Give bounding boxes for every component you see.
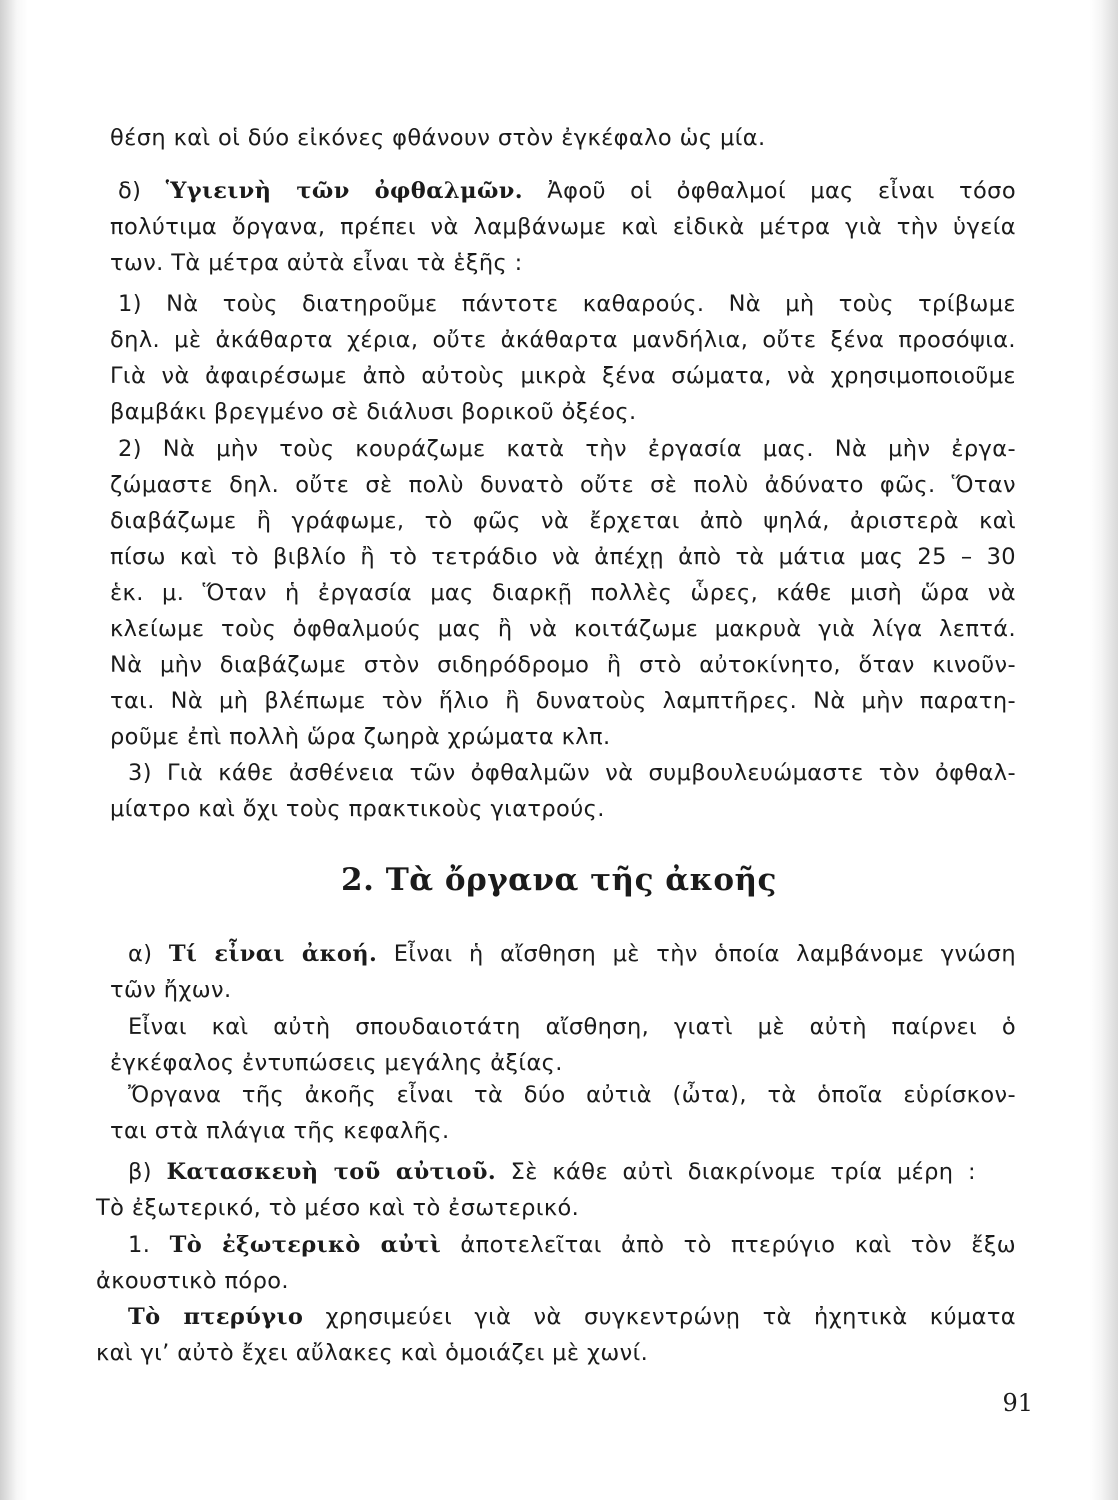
text-line: Τὸ ἐξωτερικό, τὸ μέσο καὶ τὸ ἐσωτερικό. [96,1195,580,1221]
text-span: Σὲ κάθε αὐτὶ διακρίνομε τρία μέρη : [510,1159,976,1185]
text-line: Εἶναι καὶ αὐτὴ σπουδαιοτάτη αἴσθηση, γιατὶ μὲ αὐτὴ παίρνει ὁ [128,1014,1016,1040]
inline-heading: Κατασκευὴ τοῦ αὐτιοῦ. [166,1159,497,1185]
text-line [118,176,1016,206]
text-line: θέση καὶ οἱ δύο εἰκόνες φθάνουν στὸν ἐγκέφαλο ὡς μία. [110,125,766,151]
text-line: ται. Νὰ μὴ βλέπωμε τὸν ἥλιο ἢ δυνατοὺς λαμπτῆρες. Νὰ μὴν παρατη- [110,688,1016,714]
item-number: 1. [128,1232,151,1258]
text-span: χρησιμεύει γιὰ νὰ συγκεντρώνῃ τὰ ἠχητικὰ κύματα [325,1304,1016,1330]
text-line: Γιὰ νὰ ἀφαιρέσωμε ἀπὸ αὐτοὺς μικρὰ ξένα σώματα, νὰ χρησιμοποιοῦμε [110,363,1016,389]
text-line: των. Τὰ μέτρα αὐτὰ εἶναι τὰ ἑξῆς : [110,250,523,276]
section-title: 2. Τὰ ὄργανα τῆς ἀκοῆς [341,862,777,898]
item-label: δ) [118,178,142,204]
item-label: β) [128,1159,152,1185]
text-line: διαβάζωμε ἢ γράφωμε, τὸ φῶς νὰ ἔρχεται ἀπὸ ψηλά, ἀριστερὰ καὶ [110,508,1016,534]
text-line: ροῦμε ἐπὶ πολλὴ ὥρα ζωηρὰ χρώματα κλπ. [110,724,611,750]
text-line: ται στὰ πλάγια τῆς κεφαλῆς. [110,1118,450,1144]
text-line: κλείωμε τοὺς ὀφθαλμούς μας ἢ νὰ κοιτάζωμε μακρυὰ γιὰ λίγα λεπτά. [110,616,1016,642]
text-line: ἐγκέφαλος ἐντυπώσεις μεγάλης ἀξίας. [110,1050,563,1076]
text-line: τῶν ἤχων. [110,977,232,1003]
text-line: Ὄργανα τῆς ἀκοῆς εἶναι τὰ δύο αὐτιὰ (ὦτα), τὰ ὁποῖα εὑρίσκον- [128,1082,1016,1108]
text-line: 1) Νὰ τοὺς διατηροῦμε πάντοτε καθαρούς. Νὰ μὴ τοὺς τρίβωμε [118,291,1016,317]
inline-heading: Τὸ ἐξωτερικὸ αὐτὶ [169,1232,442,1258]
text-line: βαμβάκι βρεγμένο σὲ διάλυσι βορικοῦ ὀξέος. [110,399,637,425]
text-line: ἀκουστικὸ πόρο. [96,1268,289,1294]
text-line: ζώμαστε δηλ. οὔτε σὲ πολὺ δυνατὸ οὔτε σὲ πολὺ ἀδύνατο φῶς. Ὅταν [110,472,1016,498]
item-label: α) [128,941,153,967]
text-span: ἀποτελεῖται ἀπὸ τὸ πτερύγιο καὶ τὸν ἔξω [460,1232,1017,1258]
text-line [128,1230,1016,1260]
text-span: Εἶναι ἡ αἴσθηση μὲ τὴν ὁποία λαμβάνομε γνώση [393,941,1016,967]
inline-heading: Ὑγιεινὴ τῶν ὀφθαλμῶν. [165,178,524,204]
text-line: 2) Νὰ μὴν τοὺς κουράζωμε κατὰ τὴν ἐργασία μας. Νὰ μὴν ἐργα- [118,436,1016,462]
text-line: πίσω καὶ τὸ βιβλίο ἢ τὸ τετράδιο νὰ ἀπέχῃ ἀπὸ τὰ μάτια μας 25 – 30 [110,544,1016,570]
text-line: ἑκ. μ. Ὅταν ἡ ἐργασία μας διαρκῇ πολλὲς ὧρες, κάθε μισὴ ὥρα νὰ [110,580,1016,606]
inline-heading: Τί εἶναι ἀκοή. [168,941,378,967]
text-span: Ἀφοῦ οἱ ὀφθαλμοί μας εἶναι τόσο [547,178,1016,204]
text-line: πολύτιμα ὄργανα, πρέπει νὰ λαμβάνωμε καὶ εἰδικὰ μέτρα γιὰ τὴν ὑγεία [110,214,1016,240]
text-line [128,1157,976,1187]
text-line [128,939,1016,969]
text-line: δηλ. μὲ ἀκάθαρτα χέρια, οὔτε ἀκάθαρτα μανδήλια, οὔτε ξένα προσόψια. [110,327,1016,353]
text-line: 3) Γιὰ κάθε ἀσθένεια τῶν ὀφθαλμῶν νὰ συμβουλευώμαστε τὸν ὀφθαλ- [128,760,1016,786]
text-line: μίατρο καὶ ὄχι τοὺς πρακτικοὺς γιατρούς. [110,796,605,822]
text-line: καὶ γι’ αὐτὸ ἔχει αὔλακες καὶ ὁμοιάζει μὲ χωνί. [96,1340,649,1366]
text-line [128,1302,1016,1332]
text-line: Νὰ μὴν διαβάζωμε στὸν σιδηρόδρομο ἢ στὸ αὐτοκίνητο, ὅταν κινοῦν- [110,652,1016,678]
inline-heading: Τὸ πτερύγιο [128,1304,304,1330]
page-number: 91 [1002,1389,1033,1417]
